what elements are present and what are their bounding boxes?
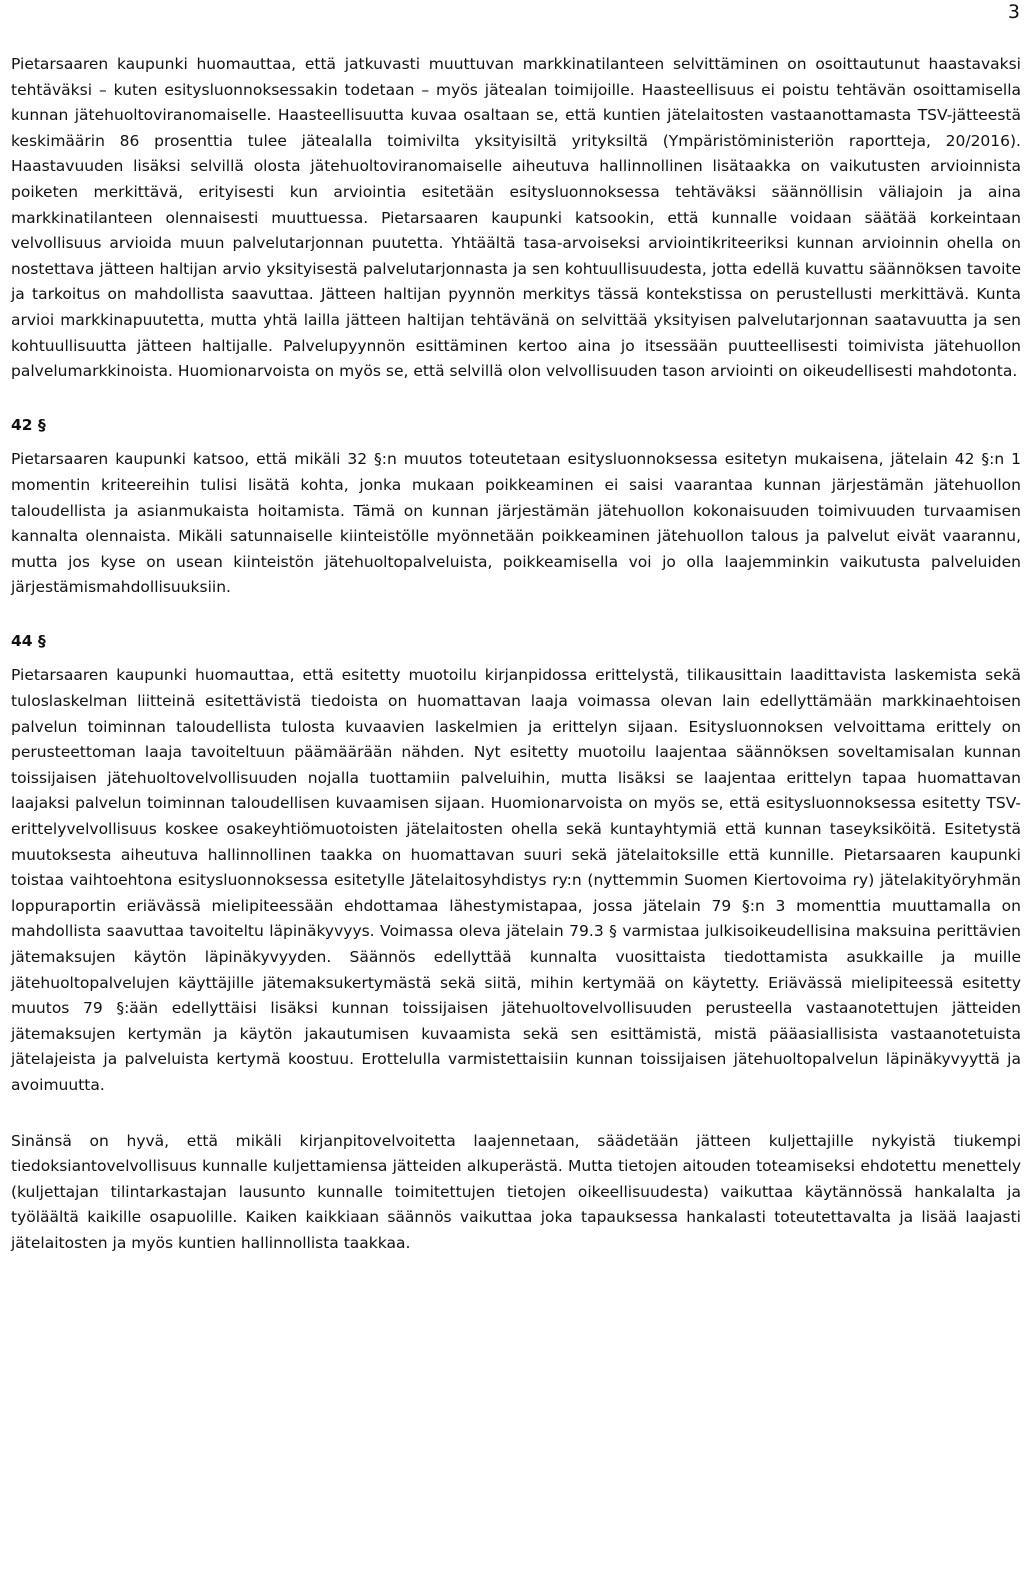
document-body — [11, 52, 1021, 1257]
spacer — [11, 1099, 1021, 1129]
paragraph-section-44: Pietarsaaren kaupunki huomauttaa, että esitetty muotoilu kirjanpidossa erittelystä, tilikausittain laadittavista laskemista sekä tuloslaskelman liitteinä esitettävistä tiedoista on huomattavan laaja voimassa olevan lain edellyttämään markkinaehtoisen palvelun toiminnan taloudellista tulosta kuvaavien laskelmien ja erittelyn sijaan. Esitysluonnoksen velvoittama erittely on perusteettoman laaja tavoiteltuun päämäärään nähden. Nyt esitetty muotoilu laajentaa säännöksen soveltamisalan kunnan toissijaisen jätehuoltovelvollisuuden nojalla tuottamiin palveluihin, mutta lisäksi se laajentaa erittelyn tapaa huomattavan laajaksi palvelun toiminnan taloudellisen kuvaamisen sijaan. Huomionarvoista on myös se, että esitysluonnoksessa esitetty TSV-erittelyvelvollisuus koskee osakeyhtiömuotoisten jätelaitosten ohella sekä kuntayhtymiä että kunnan taseyksiköitä. Esitetystä muutoksesta aiheutuva hallinnollinen taakka on huomattavan suuri sekä jätelaitoksille että kunnille. Pietarsaaren kaupunki toistaa vaihtoehtona esitysluonnoksessa esitetylle Jätelaitosyhdistys ry:n (nyttemmin Suomen Kiertovoima ry) jätelakityöryhmän loppuraportin eriävässä mielipiteessään ehdottamaa lähestymistapaa, jossa jätelain 79 §:n 3 momenttia muuttamalla on mahdollista saavuttaa tavoiteltu läpinäkyvyys. Voimassa oleva jätelain 79.3 § varmistaa julkisoikeudellisina maksuina perittävien jätemaksujen käytön läpinäkyvyyden. Säännös edellyttää kunnalta vuosittaista tiedottamista asukkaille ja muille jätehuoltopalvelujen käyttäjille jätemaksukertymästä sekä siitä, mihin kertymää on käytetty. Eriävässä mielipiteessä esitetty muutos 79 §:ään edellyttäisi lisäksi kunnan toissijaisen jätehuoltovelvollisuuden perusteella vastaanotettujen jätteiden jätemaksujen kertymän ja käytön jakautumisen kuvaamista sekä sen esittämistä, mistä pääasiallisista vastaanotetuista jätelajeista ja palveluista kertymä koostuu. Erottelulla varmistettaisiin kunnan toissijaisen jätehuoltopalvelun läpinäkyvyyttä ja avoimuutta. — [11, 666, 1021, 1094]
spacer — [11, 385, 1021, 413]
section-heading-44: 44 § — [11, 631, 46, 650]
paragraph-intro: Pietarsaaren kaupunki huomauttaa, että jatkuvasti muuttuvan markkinatilanteen selvittäminen on osoittautunut haastavaksi tehtäväksi – kuten esitysluonnoksessakin todetaan – myös jätealan toimijoille. Haasteellisuus ei poistu tehtävän osoittamisella kunnan jätehuoltoviranomaiselle. Haasteellisuutta kuvaa osaltaan se, että kuntien jätelaitosten vastaanottamasta TSV-jätteestä keskimäärin 86 prosenttia tulee jätealalla toimivilta yksityisiltä yrityksiltä (Ympäristöministeriön raportteja, 20/2016). Haastavuuden lisäksi selvillä olosta jätehuoltoviranomaiselle aiheutuva hallinnollinen lisätaakka on vaikutusten arvioinnista poiketen merkittävä, erityisesti kun arviointia esitetään esitysluonnoksessa tehtäväksi säännöllisin väliajoin ja aina markkinatilanteen olennaisesti muuttuessa. Pietarsaaren kaupunki katsookin, että kunnalle voidaan säätää korkeintaan velvollisuus arvioida muun palvelutarjonnan puutetta. Yhtäältä tasa-arvoiseksi arviointikriteeriksi kunnan arvioinnin ohella on nostettava jätteen haltijan arvio yksityisestä palvelutarjonnasta ja sen kohtuullisuudesta, jotta edellä kuvattu säännöksen tavoite ja tarkoitus on mahdollista saavuttaa. Jätteen haltijan pyynnön merkitys tässä kontekstissa on perustellusti merkittävä. Kunta arvioi markkinapuutetta, mutta yhtä lailla jätteen haltijan tehtävänä on selvittää yksityisen palvelutarjonnan saatavuutta ja sen kohtuullisuutta jätteen haltijalle. Palvelupyynnön esittäminen kertoo aina jo itsessään puutteellisesti toimivista jätehuollon palvelumarkkinoista. Huomionarvoista on myös se, että selvillä olon velvollisuuden tason arviointi on oikeudellisesti mahdotonta. — [11, 55, 1021, 381]
spacer — [11, 654, 1021, 663]
spacer — [11, 601, 1021, 629]
paragraph-closing: Sinänsä on hyvä, että mikäli kirjanpitovelvoitetta laajennetaan, säädetään jätteen kuljettajille nykyistä tiukempi tiedoksiantovelvollisuus kunnalle kuljettamiensa jätteiden alkuperästä. Mutta tietojen aitouden toteamiseksi ehdotettu menettely (kuljettajan tilintarkastajan lausunto kunnalle toimitettujen tietojen oikeellisuudesta) vaikuttaa käytännössä hankalalta ja työläältä kaikille osapuolille. Kaiken kaikkiaan säännös vaikuttaa joka tapauksessa hankalasti toteutettavalta ja lisää laajasti jätelaitosten ja myös kuntien hallinnollista taakkaa. — [11, 1131, 1021, 1252]
spacer — [11, 438, 1021, 447]
paragraph-section-42: Pietarsaaren kaupunki katsoo, että mikäli 32 §:n muutos toteutetaan esitysluonnoksessa esitetyn mukaisena, jätelain 42 §:n 1 momentin kriteereihin tulisi lisätä kohta, jonka mukaan poikkeaminen ei saisi vaarantaa kunnan järjestämän jätehuollon taloudellista ja asianmukaista hoitamista. Tämä on kunnan järjestämän jätehuollon kokonaisuuden toimivuuden turvaamisen kannalta olennaista. Mikäli satunnaiselle kiinteistölle myönnetään poikkeaminen jätehuollon talous ja palvelut eivät vaarannu, mutta jos kyse on usean kiinteistön jätehuoltopalveluista, poikkeamisella voi jo olla laajemminkin vaikutusta palveluiden järjestämismahdollisuuksiin. — [11, 450, 1021, 597]
page-number: 3 — [1007, 1, 1020, 23]
section-heading-42: 42 § — [11, 415, 46, 434]
